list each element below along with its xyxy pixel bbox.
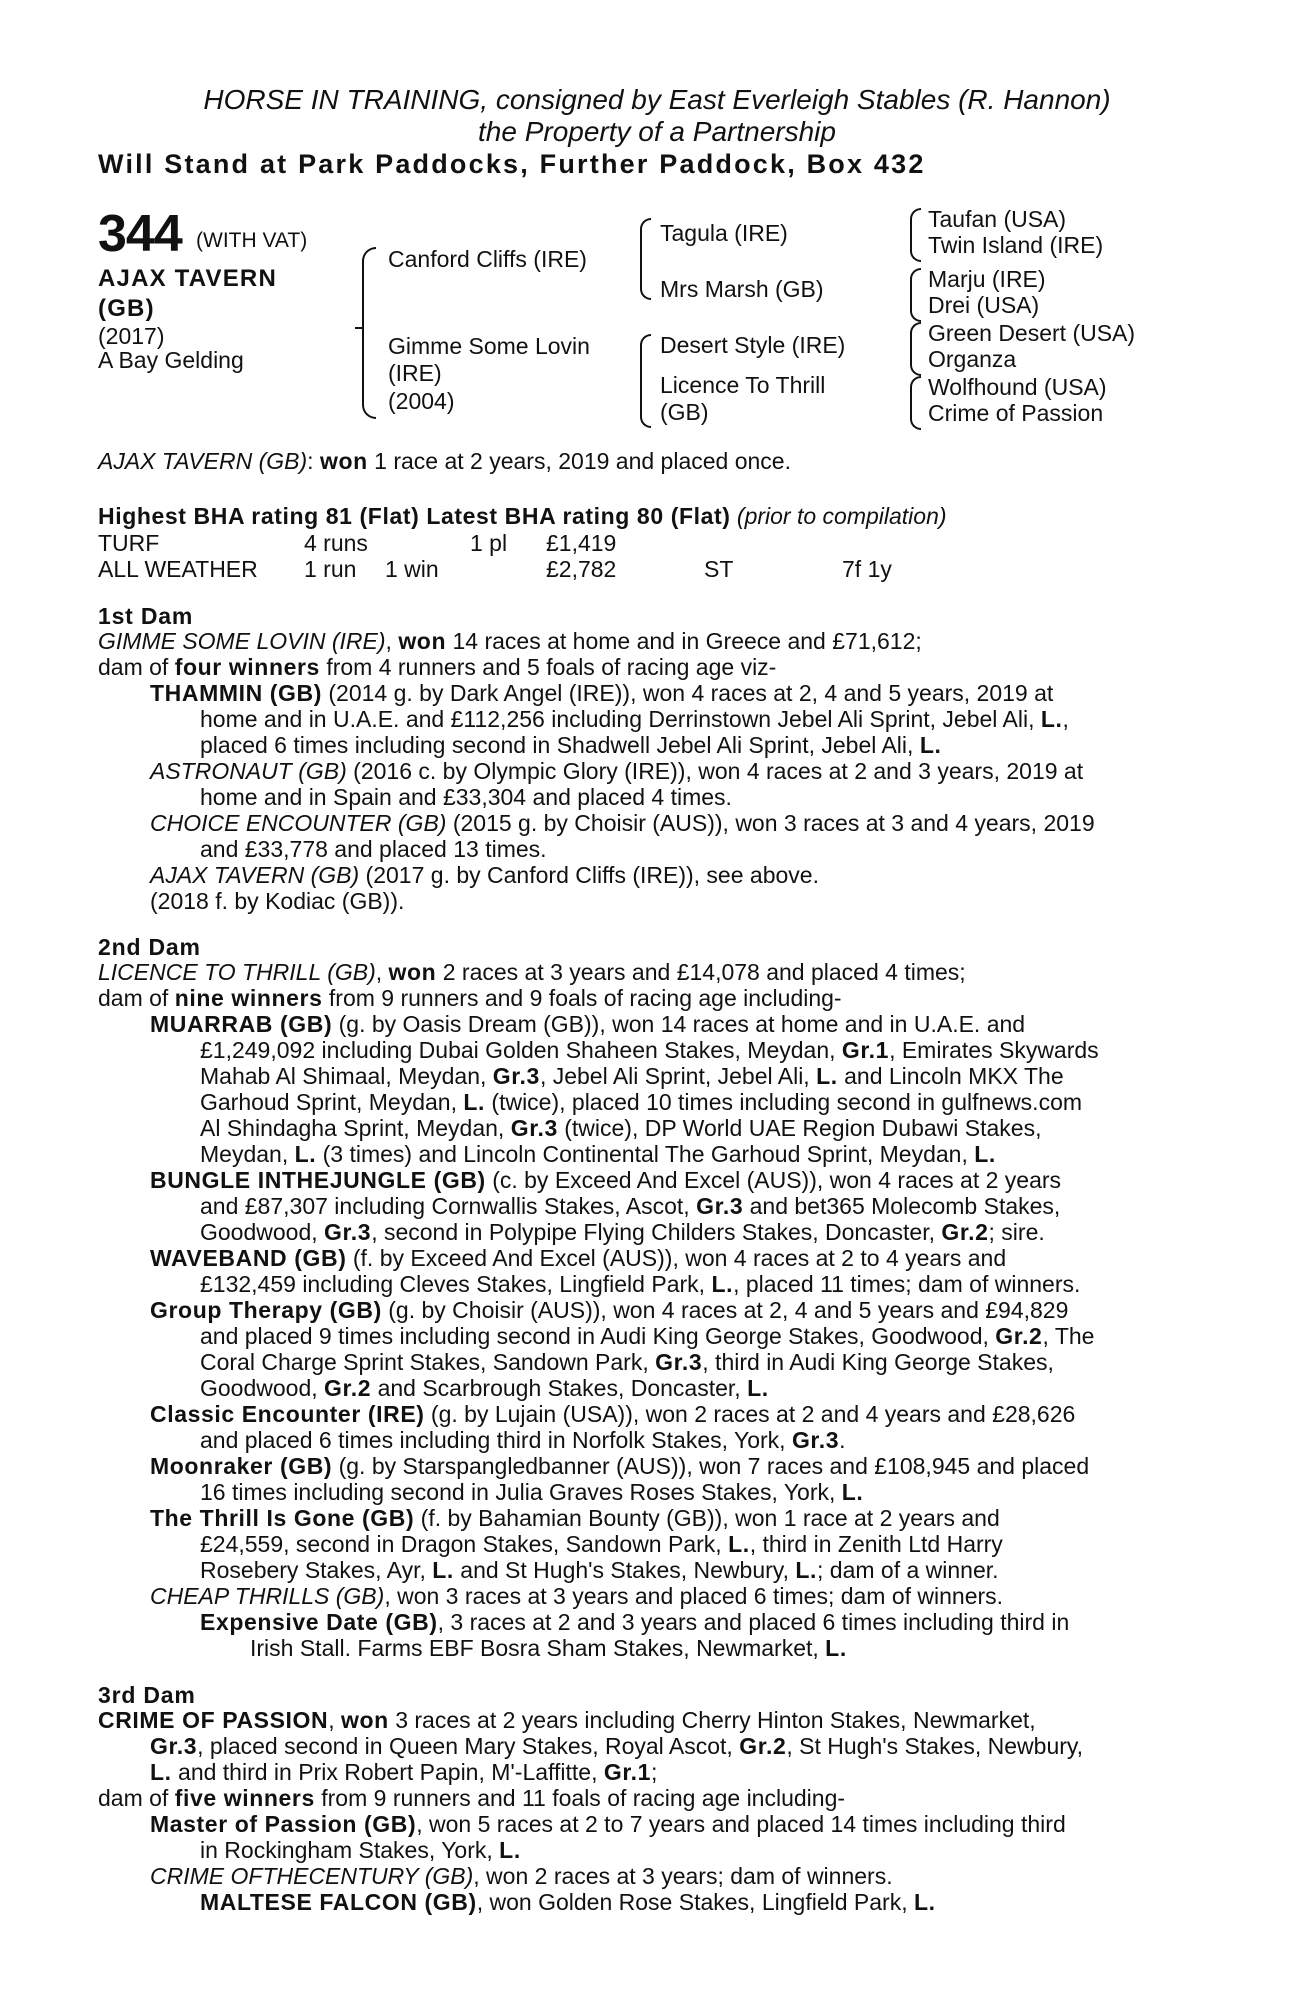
first-dam-line1: GIMME SOME LOVIN (IRE), won 14 races at home and in Greece and £71,612; (98, 628, 922, 654)
progeny-ajax-tavern: AJAX TAVERN (GB) (2017 g. by Canford Cliffs (IRE)), see above. (150, 862, 819, 888)
progeny-thammin-line2: home and in U.A.E. and £112,256 including Derrinstown Jebel Ali Sprint, Jebel Ali, L., (200, 706, 1069, 732)
pedigree-g1: Taufan (USA) (928, 206, 1067, 232)
third-dam-line2: Gr.3, placed second in Queen Mary Stakes, Royal Ascot, Gr.2, St Hugh's Stakes, Newbury, (150, 1733, 1084, 1759)
progeny-choice-encounter: CHOICE ENCOUNTER (GB) (2015 g. by Choisir (AUS)), won 3 races at 3 and 4 years, 2019 (150, 810, 1095, 836)
progeny-2018-filly: (2018 f. by Kodiac (GB)). (150, 888, 405, 914)
progeny-muarrab: MUARRAB (GB) (g. by Oasis Dream (GB)), won 14 races at home and in U.A.E. and (150, 1011, 1026, 1037)
aw-wins: 1 win (385, 556, 439, 582)
progeny-muarrab-line3: Mahab Al Shimaal, Meydan, Gr.3, Jebel Ali Sprint, Jebel Ali, L. and Lincoln MKX The (200, 1063, 1064, 1089)
third-dam-heading: 3rd Dam (98, 1682, 196, 1708)
progeny-group-therapy-line2: and placed 9 times including second in Audi King George Stakes, Goodwood, Gr.2, The (200, 1323, 1095, 1349)
sire-brace (640, 218, 651, 300)
progeny-thrill-is-gone-line2: £24,559, second in Dragon Stakes, Sandown Park, L., third in Zenith Ltd Harry (200, 1531, 1003, 1557)
consignor-line: HORSE IN TRAINING, consigned by East Everleigh Stables (R. Hannon) (203, 84, 1111, 115)
turf-placed: 1 pl (470, 530, 508, 556)
progeny-crime-ofthecentury: CRIME OFTHECENTURY (GB), won 2 races at 3 years; dam of winners. (150, 1863, 893, 1889)
aw-runs: 1 run (304, 556, 357, 582)
second-dam-heading: 2nd Dam (98, 934, 201, 960)
first-dam-line2: dam of four winners from 4 runners and 5 foals of racing age viz- (98, 654, 777, 680)
progeny-bungle-line2: and £87,307 including Cornwallis Stakes, Ascot, Gr.3 and bet365 Molecomb Stakes, (200, 1193, 1061, 1219)
second-dam-line1: LICENCE TO THRILL (GB), won 2 races at 3 years and £14,078 and placed 4 times; (98, 959, 966, 985)
aw-label: ALL WEATHER (98, 556, 258, 582)
pedigree-dam-line1: Gimme Some Lovin (388, 333, 590, 359)
progeny-muarrab-line4: Garhoud Sprint, Meydan, L. (twice), placed 10 times including second in gulfnews.com (200, 1089, 1083, 1115)
gen3-brace-3 (910, 322, 921, 376)
first-dam-heading: 1st Dam (98, 603, 194, 629)
pedigree-g2: Twin Island (IRE) (928, 232, 1104, 258)
race-summary: AJAX TAVERN (GB): won 1 race at 2 years, 2019 and placed once. (98, 448, 791, 474)
progeny-muarrab-line6: Meydan, L. (3 times) and Lincoln Continental The Garhoud Sprint, Meydan, L. (200, 1141, 996, 1167)
progeny-thrill-is-gone-line3: Rosebery Stakes, Ayr, L. and St Hugh's Stakes, Newbury, L.; dam of a winner. (200, 1557, 999, 1583)
dam-brace (640, 334, 651, 428)
pedigree-dam-sire: Desert Style (IRE) (660, 332, 846, 358)
third-dam-line1: CRIME OF PASSION, won 3 races at 2 years including Cherry Hinton Stakes, Newmarket, (98, 1707, 1036, 1733)
pedigree-sire-dam: Mrs Marsh (GB) (660, 276, 824, 302)
third-dam-line4: dam of five winners from 9 runners and 11 foals of racing age including- (98, 1785, 846, 1811)
pedigree-brace (362, 247, 376, 419)
bha-rating: Highest BHA rating 81 (Flat) Latest BHA rating 80 (Flat) (prior to compilation) (98, 503, 947, 529)
progeny-moonraker-line2: 16 times including second in Julia Graves Roses Stakes, York, L. (200, 1479, 864, 1505)
pedigree-sire-sire: Tagula (IRE) (660, 220, 788, 246)
horse-name-line2: (GB) (98, 295, 155, 322)
gen3-brace-1 (910, 208, 921, 262)
progeny-classic-encounter-line2: and placed 6 times including third in Norfolk Stakes, York, Gr.3. (200, 1427, 846, 1453)
progeny-cheap-thrills: CHEAP THRILLS (GB), won 3 races at 3 years and placed 6 times; dam of winners. (150, 1583, 1004, 1609)
progeny-choice-encounter-line2: and £33,778 and placed 13 times. (200, 836, 547, 862)
progeny-maltese-falcon: MALTESE FALCON (GB), won Golden Rose Stakes, Lingfield Park, L. (200, 1889, 936, 1915)
pedigree-dam-year: (2004) (388, 388, 455, 414)
progeny-thrill-is-gone: The Thrill Is Gone (GB) (f. by Bahamian Bounty (GB)), won 1 race at 2 years and (150, 1505, 1000, 1531)
progeny-muarrab-line5: Al Shindagha Sprint, Meydan, Gr.3 (twice), DP World UAE Region Dubawi Stakes, (200, 1115, 1042, 1141)
turf-prize: £1,419 (546, 530, 617, 556)
lot-number: 344 (98, 205, 182, 263)
progeny-muarrab-line2: £1,249,092 including Dubai Golden Shaheen Stakes, Meydan, Gr.1, Emirates Skywards (200, 1037, 1099, 1063)
progeny-master-of-passion: Master of Passion (GB), won 5 races at 2 to 7 years and placed 14 times including third (150, 1811, 1066, 1837)
progeny-thammin-line3: placed 6 times including second in Shadwell Jebel Ali Sprint, Jebel Ali, L. (200, 732, 942, 758)
horse-year: (2017) (98, 323, 165, 349)
horse-name-line1: AJAX TAVERN (98, 265, 277, 292)
pedigree-dam-dam-line2: (GB) (660, 399, 709, 425)
vat-label: (WITH VAT) (196, 229, 308, 252)
pedigree-g4: Drei (USA) (928, 292, 1040, 318)
aw-prize: £2,782 (546, 556, 617, 582)
progeny-bungle-line3: Goodwood, Gr.3, second in Polypipe Flying Childers Stakes, Doncaster, Gr.2; sire. (200, 1219, 1045, 1245)
progeny-expensive-date: Expensive Date (GB), 3 races at 2 and 3 years and placed 6 times including third in (200, 1609, 1070, 1635)
progeny-astronaut-line2: home and in Spain and £33,304 and placed 4 times. (200, 784, 732, 810)
third-dam-line3: L. and third in Prix Robert Papin, M'-Laffitte, Gr.1; (150, 1759, 658, 1785)
turf-label: TURF (98, 530, 160, 556)
location-line: Will Stand at Park Paddocks, Further Paddock, Box 432 (98, 149, 926, 179)
progeny-waveband: WAVEBAND (GB) (f. by Exceed And Excel (AUS)), won 4 races at 2 to 4 years and (150, 1245, 1007, 1271)
progeny-astronaut: ASTRONAUT (GB) (2016 c. by Olympic Glory (IRE)), won 4 races at 2 and 3 years, 2019 at (150, 758, 1084, 784)
pedigree-g8: Crime of Passion (928, 400, 1104, 426)
progeny-thammin: THAMMIN (GB) (2014 g. by Dark Angel (IRE)), won 4 races at 2, 4 and 5 years, 2019 at (150, 680, 1054, 706)
progeny-bungle-inthejungle: BUNGLE INTHEJUNGLE (GB) (c. by Exceed And Excel (AUS)), won 4 races at 2 years (150, 1167, 1062, 1193)
second-dam-line2: dam of nine winners from 9 runners and 9 foals of racing age including- (98, 985, 842, 1011)
pedigree-dam-dam-line1: Licence To Thrill (660, 372, 826, 398)
turf-runs: 4 runs (304, 530, 368, 556)
progeny-expensive-date-line2: Irish Stall. Farms EBF Bosra Sham Stakes, Newmarket, L. (250, 1635, 847, 1661)
pedigree-sire: Canford Cliffs (IRE) (388, 246, 587, 272)
pedigree-g5: Green Desert (USA) (928, 320, 1136, 346)
gen3-brace-4 (910, 376, 921, 430)
progeny-group-therapy-line3: Coral Charge Sprint Stakes, Sandown Park, Gr.3, third in Audi King George Stakes, (200, 1349, 1054, 1375)
pedigree-dam-line2: (IRE) (388, 360, 442, 386)
progeny-waveband-line2: £132,459 including Cleves Stakes, Lingfield Park, L., placed 11 times; dam of winners. (200, 1271, 1081, 1297)
progeny-moonraker: Moonraker (GB) (g. by Starspangledbanner (AUS)), won 7 races and £108,945 and placed (150, 1453, 1090, 1479)
aw-track-code: ST (704, 556, 734, 582)
aw-distance: 7f 1y (842, 556, 892, 582)
pedigree-g6: Organza (928, 346, 1017, 372)
property-line: the Property of a Partnership (478, 116, 836, 147)
pedigree-g7: Wolfhound (USA) (928, 374, 1107, 400)
progeny-classic-encounter: Classic Encounter (IRE) (g. by Lujain (USA)), won 2 races at 2 and 4 years and £28,626 (150, 1401, 1076, 1427)
horse-description: A Bay Gelding (98, 347, 244, 373)
progeny-group-therapy: Group Therapy (GB) (g. by Choisir (AUS)), won 4 races at 2, 4 and 5 years and £94,829 (150, 1297, 1069, 1323)
progeny-master-of-passion-line2: in Rockingham Stakes, York, L. (200, 1837, 521, 1863)
pedigree-g3: Marju (IRE) (928, 266, 1046, 292)
gen3-brace-2 (910, 268, 921, 322)
progeny-group-therapy-line4: Goodwood, Gr.2 and Scarbrough Stakes, Doncaster, L. (200, 1375, 769, 1401)
